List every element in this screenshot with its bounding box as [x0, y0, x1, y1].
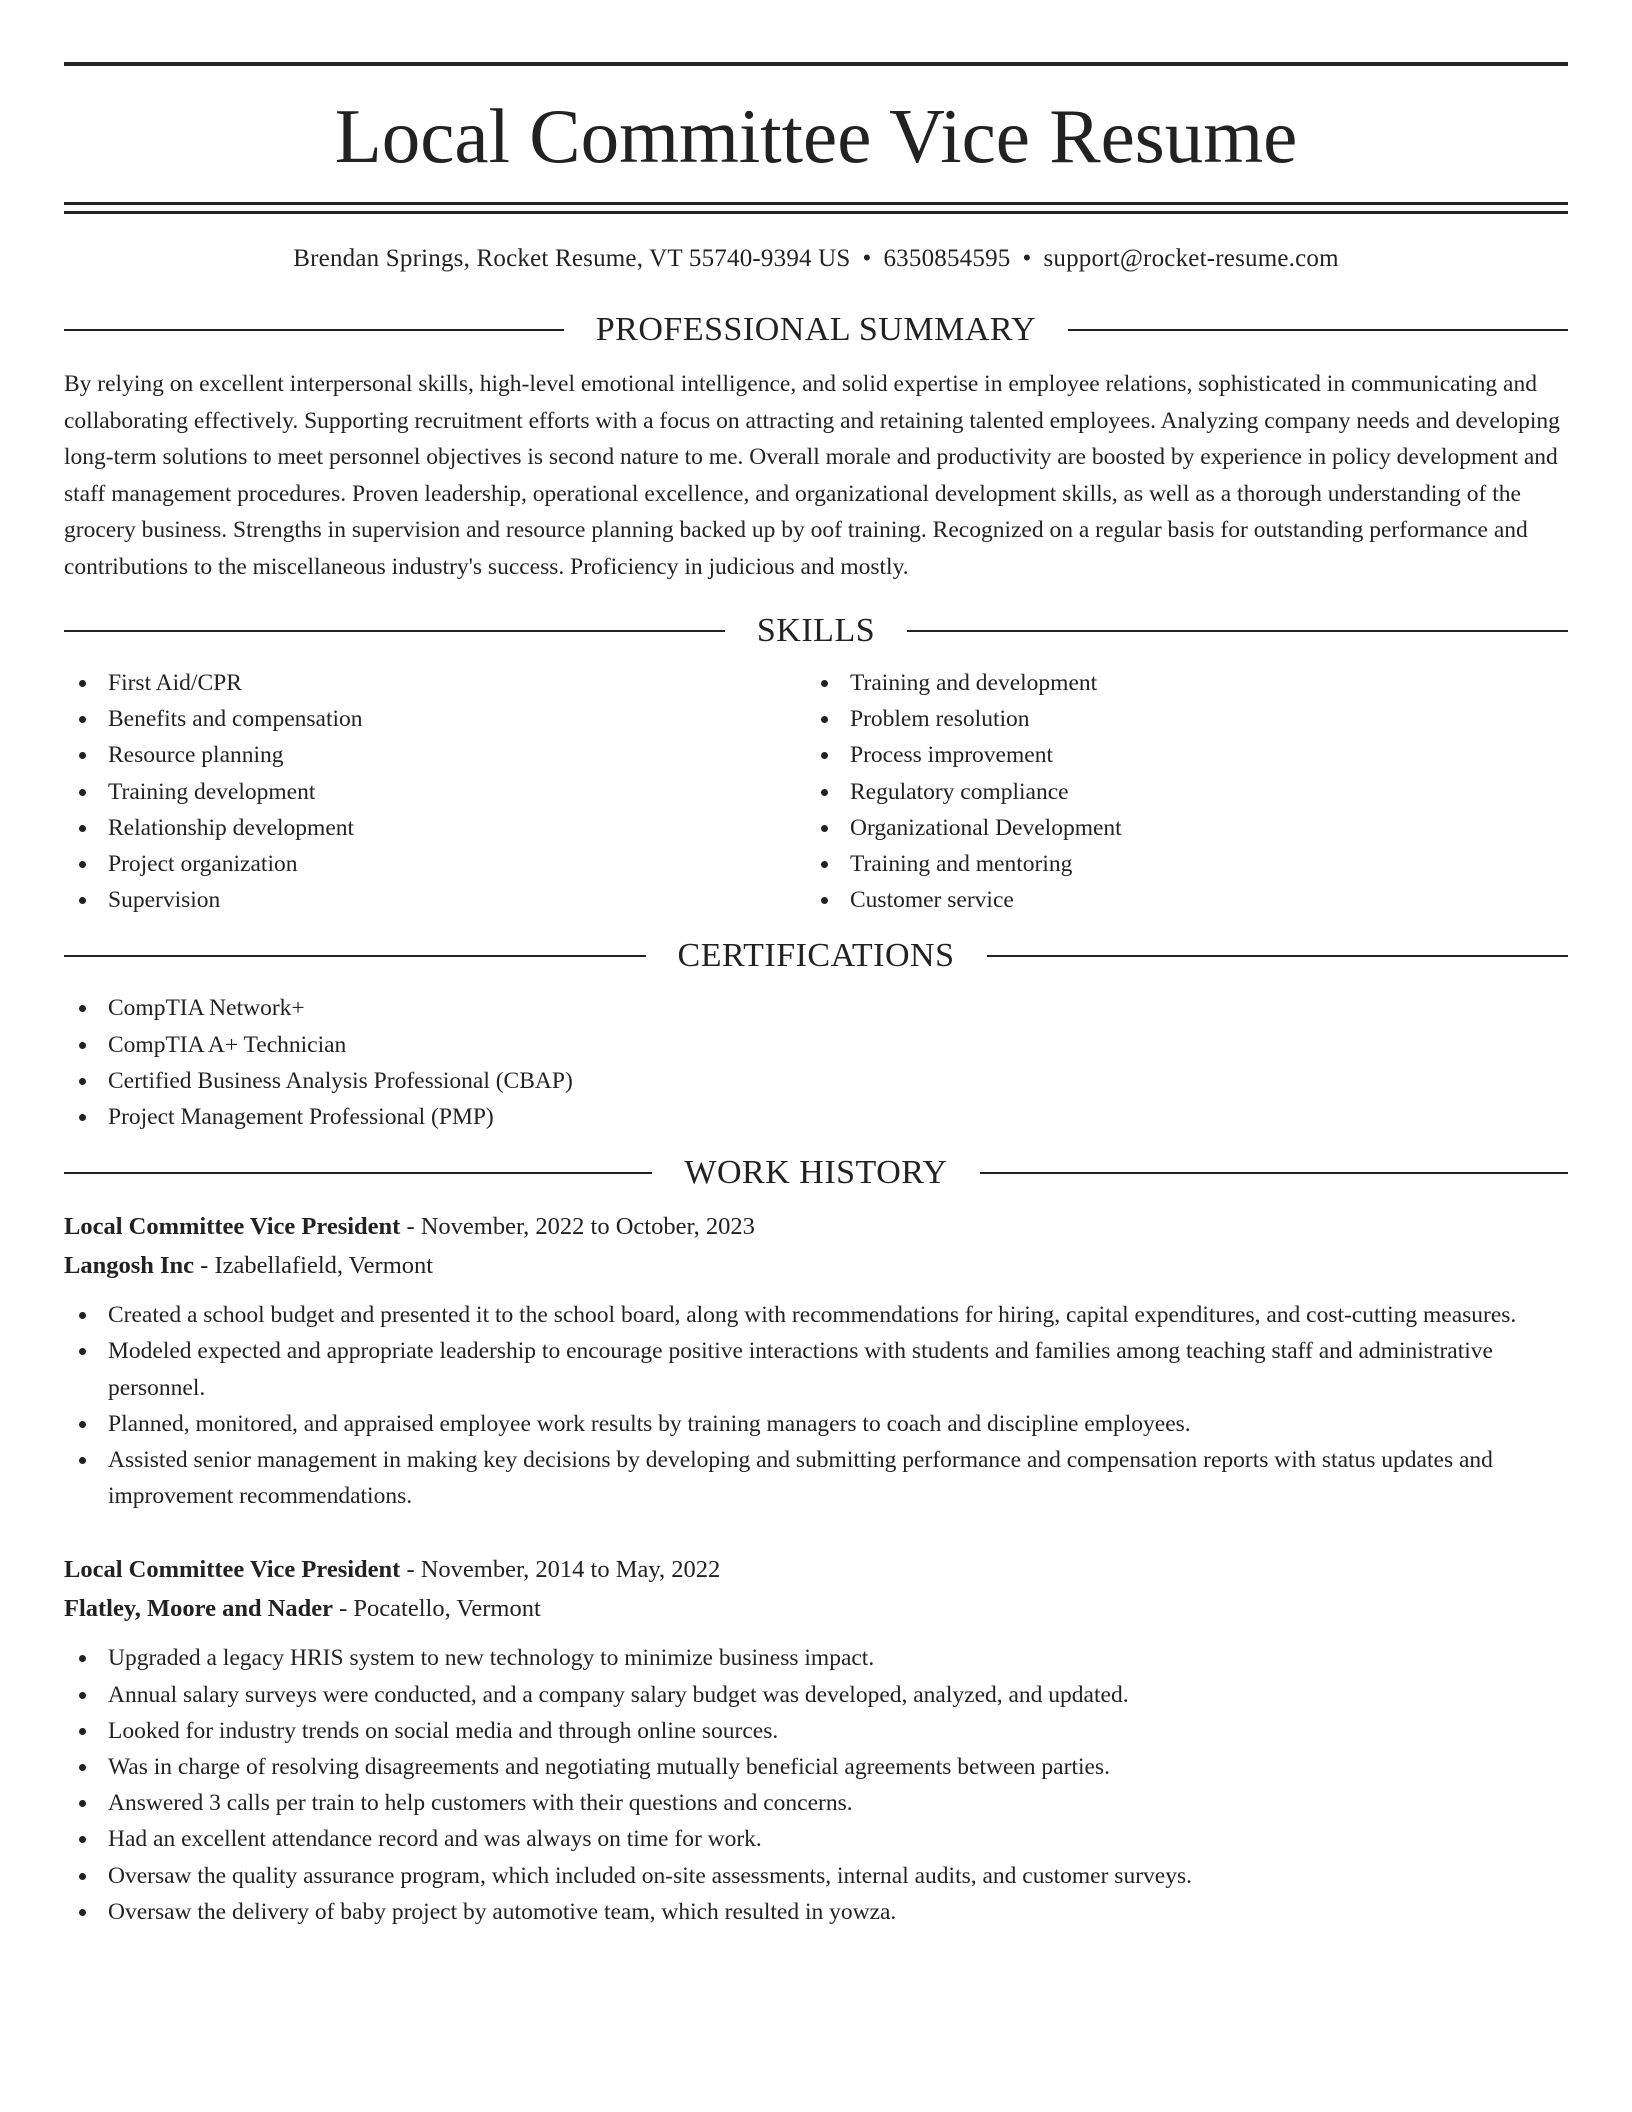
job-company-line: [64, 1589, 1568, 1628]
contact-email: support@rocket-resume.com: [1043, 245, 1339, 272]
contact-phone: 6350854595: [883, 245, 1011, 272]
job-company-line: [64, 1246, 1568, 1285]
job-bullet: Planned, monitored, and appraised employee work results by training managers to coach and discipline employees.: [64, 1406, 1568, 1442]
certification-item: CompTIA A+ Technician: [64, 1027, 1568, 1063]
contact-line: [64, 242, 1568, 276]
skill-item: Training and mentoring: [806, 846, 1548, 882]
job-entry: [64, 1207, 1568, 1514]
certification-item: Certified Business Analysis Professional (CBAP): [64, 1063, 1568, 1099]
skill-item: Relationship development: [64, 810, 806, 846]
job-dates: - November, 2022 to October, 2023: [400, 1213, 755, 1241]
job-company: Flatley, Moore and Nader: [64, 1595, 334, 1623]
skill-item: Organizational Development: [806, 810, 1548, 846]
resume-page: [64, 0, 1568, 1930]
section-heading-label: CERTIFICATIONS: [677, 937, 955, 975]
title-double-rule: [64, 202, 1568, 214]
section-heading-certifications: [64, 936, 1568, 976]
skills-list-left: [64, 665, 806, 918]
skill-item: First Aid/CPR: [64, 665, 806, 701]
section-heading-label: SKILLS: [756, 612, 876, 649]
job-bullets: [64, 1297, 1568, 1514]
contact-separator: •: [862, 245, 872, 272]
job-bullet: Annual salary surveys were conducted, and a company salary budget was developed, analyzed, and updated.: [64, 1677, 1568, 1713]
skill-item: Regulatory compliance: [806, 774, 1548, 810]
job-bullet: Looked for industry trends on social media and through online sources.: [64, 1713, 1568, 1749]
heading-rule-right: [987, 955, 1569, 957]
job-location: - Izabellafield, Vermont: [194, 1252, 434, 1280]
professional-summary-text: By relying on excellent interpersonal skills, high-level emotional intelligence, and solid expertise in employee relations, sophisticated in communicating and collaborating effectively. Supporting recruitment efforts with a focus on attracting and retaining talented employees. Analyzing company needs and developing long-term solutions to meet personnel objectives is second nature to me. Overall morale and productivity are boosted by experience in policy development and staff management procedures. Proven leadership, operational excellence, and organizational development skills, as well as a thorough understanding of the grocery business. Strengths in supervision and resource planning backed up by oof training. Recognized on a regular basis for outstanding performance and contributions to the miscellaneous industry's success. Proficiency in judicious and mostly.: [64, 371, 1560, 580]
skill-item: Customer service: [806, 882, 1548, 918]
skill-item: Process improvement: [806, 737, 1548, 773]
job-bullet: Oversaw the delivery of baby project by automotive team, which resulted in yowza.: [64, 1894, 1568, 1930]
skill-item: Resource planning: [64, 737, 806, 773]
heading-rule-left: [64, 1172, 652, 1174]
section-heading-label: WORK HISTORY: [684, 1154, 948, 1192]
contact-separator: •: [1022, 245, 1032, 272]
skill-item: Project organization: [64, 846, 806, 882]
section-heading-label: PROFESSIONAL SUMMARY: [595, 311, 1037, 348]
skill-item: Supervision: [64, 882, 806, 918]
heading-rule-left: [64, 329, 564, 331]
job-title: Local Committee Vice President: [64, 1556, 401, 1584]
certification-item: CompTIA Network+: [64, 990, 1568, 1026]
skill-item: Problem resolution: [806, 701, 1548, 737]
job-title-line: [64, 1550, 1568, 1589]
skills-columns: [64, 665, 1568, 918]
heading-rule-right: [907, 630, 1568, 632]
job-bullets: [64, 1640, 1568, 1930]
section-heading-summary: [64, 310, 1568, 350]
resume-title: Local Committee Vice Resume: [334, 93, 1298, 179]
job-bullet: Created a school budget and presented it to the school board, along with recommendations for hiring, capital expenditures, and cost-cutting measures.: [64, 1297, 1568, 1333]
heading-rule-right: [1068, 329, 1568, 331]
job-bullet: Oversaw the quality assurance program, which included on-site assessments, internal audits, and customer surveys.: [64, 1858, 1568, 1894]
certifications-list: [64, 990, 1568, 1135]
job-title-line: [64, 1207, 1568, 1246]
job-dates: - November, 2014 to May, 2022: [400, 1556, 721, 1584]
skill-item: Training and development: [806, 665, 1548, 701]
heading-rule-left: [64, 955, 646, 957]
skill-item: Benefits and compensation: [64, 701, 806, 737]
job-bullet: Was in charge of resolving disagreements and negotiating mutually beneficial agreements between parties.: [64, 1749, 1568, 1785]
contact-address: Brendan Springs, Rocket Resume, VT 55740-9394 US: [293, 245, 851, 272]
section-heading-work-history: [64, 1153, 1568, 1193]
heading-rule-left: [64, 630, 725, 632]
job-company: Langosh Inc: [64, 1252, 195, 1280]
skill-item: Training development: [64, 774, 806, 810]
job-location: - Pocatello, Vermont: [333, 1595, 541, 1623]
section-heading-skills: [64, 611, 1568, 651]
heading-rule-right: [980, 1172, 1568, 1174]
job-bullet: Assisted senior management in making key decisions by developing and submitting performance and compensation reports with status updates and improvement recommendations.: [64, 1442, 1568, 1514]
job-bullet: Answered 3 calls per train to help customers with their questions and concerns.: [64, 1785, 1568, 1821]
skills-list-right: [806, 665, 1548, 918]
job-bullet: Modeled expected and appropriate leadership to encourage positive interactions with students and families among teaching staff and administrative personnel.: [64, 1333, 1568, 1405]
job-bullet: Upgraded a legacy HRIS system to new technology to minimize business impact.: [64, 1640, 1568, 1676]
job-entry: [64, 1550, 1568, 1930]
job-title: Local Committee Vice President: [64, 1213, 401, 1241]
job-bullet: Had an excellent attendance record and was always on time for work.: [64, 1821, 1568, 1857]
certification-item: Project Management Professional (PMP): [64, 1099, 1568, 1135]
